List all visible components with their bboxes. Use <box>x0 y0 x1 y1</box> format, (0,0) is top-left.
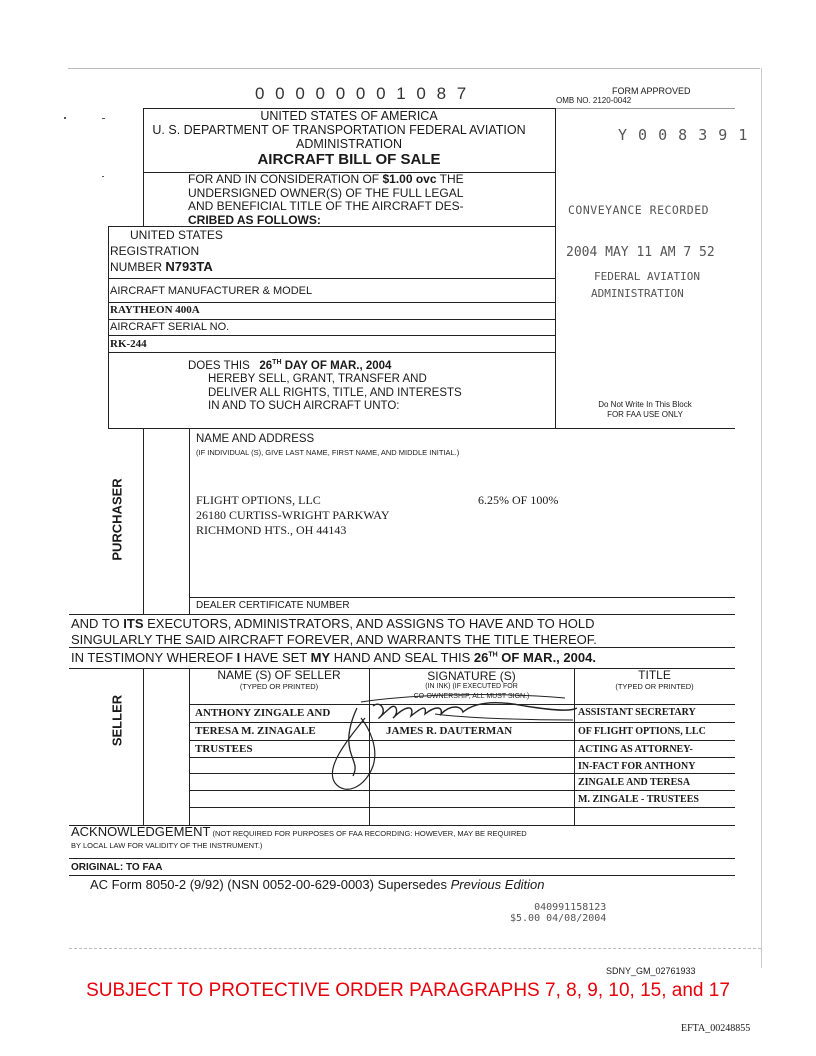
serial-value: RK-244 <box>110 338 147 350</box>
form-approved: FORM APPROVED <box>612 86 691 96</box>
omb-number: OMB NO. 2120-0042 <box>556 96 632 105</box>
consideration-text: FOR AND IN CONSIDERATION OF $1.00 ovc THE UNDERSIGNED OWNER(S) OF THE FULL LEGAL AND BENEFICIAL TITLE OF THE AIRCRAFT DES- CRIBED AS FOLLOWS: <box>188 172 464 227</box>
acknowledgement: ACKNOWLEDGEMENT (NOT REQUIRED FOR PURPOSES OF FAA RECORDING: HOWEVER, MAY BE REQUIRED BY LOCAL LAW FOR VALIDITY OF THE INSTRUMENT.) <box>71 824 527 850</box>
registration-number: N793TA <box>165 259 213 274</box>
document-number: 0 0 0 0 0 0 0 1 0 8 7 <box>255 84 470 103</box>
protective-order-notice: SUBJECT TO PROTECTIVE ORDER PARAGRAPHS 7, 8, 9, 10, 15, and 17 <box>86 980 730 1001</box>
purchaser-name: FLIGHT OPTIONS, LLC <box>196 493 321 507</box>
scan-speck <box>102 176 104 177</box>
manufacturer-label: AIRCRAFT MANUFACTURER & MODEL <box>110 285 313 297</box>
receipt-fee-date: $5.00 04/08/2004 <box>510 913 607 924</box>
scan-right-edge <box>761 68 762 968</box>
signer-name: JAMES R. DAUTERMAN <box>386 725 513 737</box>
handwritten-signature <box>295 688 585 798</box>
testimony-date: 26TH OF MAR., 2004. <box>473 650 596 665</box>
faa-use-only-block: Do Not Write In This Block FOR FAA USE ONLY <box>598 400 692 419</box>
manufacturer-value: RAYTHEON 400A <box>110 304 200 316</box>
title-line-4: IN-FACT FOR ANTHONY <box>578 761 696 772</box>
sale-clause: DOES THIS 26TH DAY OF MAR., 2004 HEREBY SELL, GRANT, TRANSFER AND DELIVER ALL RIGHTS, TITLE, AND INTERESTS IN AND TO SUCH AIRCRAFT UNTO: <box>188 359 462 413</box>
title-header: TITLE (TYPED OR PRINTED) <box>615 668 694 691</box>
receipt-number: 040991158123 <box>534 902 607 913</box>
efta-number: EFTA_00248855 <box>681 1023 751 1034</box>
purchaser-address-2: RICHMOND HTS., OH 44143 <box>196 523 347 537</box>
title-line-2: OF FLIGHT OPTIONS, LLC <box>578 726 706 737</box>
consideration-amount: $1.00 ovc <box>382 172 437 186</box>
seller-side-label: SELLER <box>109 694 125 747</box>
header-department: U. S. DEPARTMENT OF TRANSPORTATION FEDERAL AVIATION <box>152 123 526 137</box>
title-line-6: M. ZINGALE - TRUSTEES <box>578 794 699 805</box>
faa-stamp-line1: FEDERAL AVIATION <box>594 270 700 283</box>
original-to-faa: ORIGINAL: TO FAA <box>71 862 163 873</box>
seller-name-header: NAME (S) OF SELLER (TYPED OR PRINTED) <box>217 668 341 691</box>
recording-date-stamp: 2004 MAY 11 AM 7 52 <box>566 245 715 260</box>
purchaser-side-label: PURCHASER <box>109 478 125 561</box>
receipt-stamp <box>510 902 606 924</box>
testimony-clause: IN TESTIMONY WHEREOF I HAVE SET MY HAND AND SEAL THIS 26TH OF MAR., 2004. <box>71 650 596 665</box>
form-identifier: AC Form 8050-2 (9/92) (NSN 0052-00-629-0003) Supersedes Previous Edition <box>90 877 545 892</box>
seller-name-2: TERESA M. ZINAGALE <box>195 725 316 737</box>
bates-number: SDNY_GM_02761933 <box>606 966 696 976</box>
name-address-label: NAME AND ADDRESS <box>196 433 315 445</box>
seller-name-1: ANTHONY ZINGALE AND <box>195 707 331 719</box>
scan-speck <box>102 118 105 119</box>
name-address-instruction: (IF INDIVIDUAL (S), GIVE LAST NAME, FIRST NAME, AND MIDDLE INITIAL.) <box>196 448 460 457</box>
purchaser-name-address <box>196 493 390 538</box>
title-line-3: ACTING AS ATTORNEY- <box>578 744 693 755</box>
faa-stamp-line2: ADMINISTRATION <box>591 287 684 300</box>
form-header <box>143 109 555 168</box>
title-line-5: ZINGALE AND TERESA <box>578 777 691 788</box>
y-number-stamp: Y 0 0 8 3 9 1 <box>618 126 749 144</box>
sale-day: 26TH DAY OF MAR., 2004 <box>259 359 392 372</box>
header-country: UNITED STATES OF AMERICA <box>260 109 438 123</box>
hold-clause: AND TO ITS EXECUTORS, ADMINISTRATORS, AND ASSIGNS TO HAVE AND TO HOLD SINGULARLY THE SAID AIRCRAFT FOREVER, AND WARRANTS THE TITLE THEREOF. <box>71 616 597 647</box>
conveyance-recorded-stamp: CONVEYANCE RECORDED <box>568 203 710 217</box>
dealer-certificate-label: DEALER CERTIFICATE NUMBER <box>196 600 350 611</box>
serial-label: AIRCRAFT SERIAL NO. <box>110 321 230 333</box>
purchaser-address-1: 26180 CURTISS-WRIGHT PARKWAY <box>196 508 390 522</box>
scan-speck <box>64 117 66 119</box>
signature-header: SIGNATURE (S) (IN INK) (IF EXECUTED FOR CO-OWNERSHIP, ALL MUST SIGN.) <box>413 669 530 700</box>
scan-top-edge <box>68 68 760 69</box>
title-line-1: ASSISTANT SECRETARY <box>578 707 696 718</box>
ownership-share: 6.25% OF 100% <box>478 493 559 507</box>
form-title: AIRCRAFT BILL OF SALE <box>257 151 441 168</box>
header-administration: ADMINISTRATION <box>295 137 403 151</box>
registration-block: UNITED STATES REGISTRATION NUMBER N793TA <box>110 228 223 274</box>
seller-name-3: TRUSTEES <box>195 743 253 755</box>
